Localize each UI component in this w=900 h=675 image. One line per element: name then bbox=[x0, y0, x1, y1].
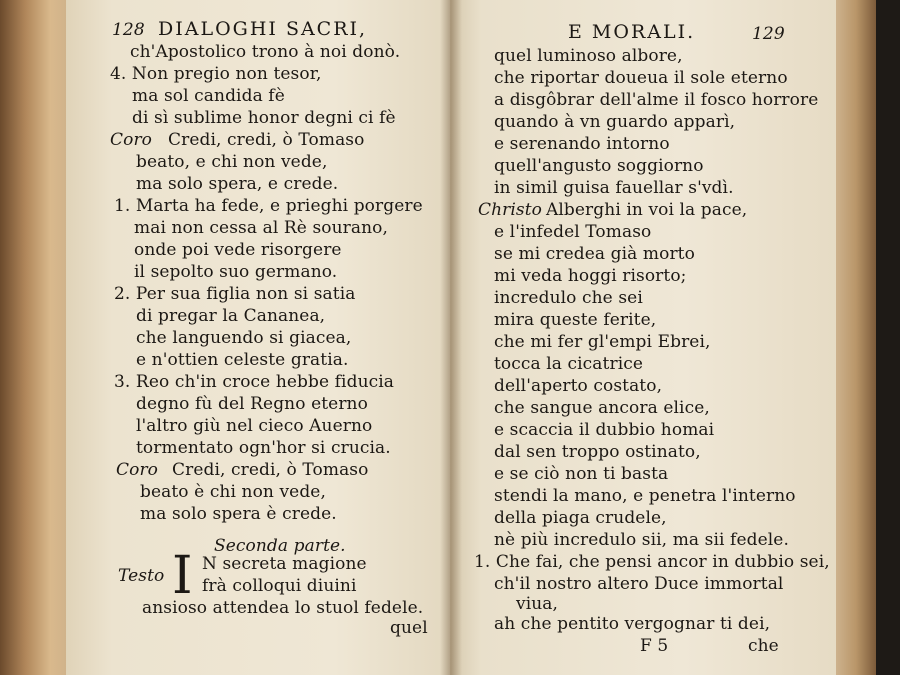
text-line: beato è chi non vede, bbox=[140, 482, 326, 502]
text-line: onde poi vede risorgere bbox=[134, 240, 342, 260]
text-line: ma sol candida fè bbox=[132, 86, 285, 106]
text-line: di pregar la Cananea, bbox=[136, 306, 326, 326]
text-line: stendi la mano, e penetra l'interno bbox=[494, 486, 796, 506]
text-line: Credi, credi, ò Tomaso bbox=[168, 130, 365, 150]
text-line: dal sen troppo ostinato, bbox=[494, 442, 701, 462]
text-line: ah che pentito vergognar ti dei, bbox=[494, 614, 771, 634]
text-line: a disgôbrar dell'alme il fosco horrore bbox=[494, 90, 819, 110]
right-page-edges bbox=[836, 0, 876, 675]
text-line: tocca la cicatrice bbox=[494, 354, 644, 374]
catchword: quel bbox=[390, 618, 428, 638]
right-page-number: 129 bbox=[752, 24, 785, 44]
text-line: e l'infedel Tomaso bbox=[494, 222, 652, 242]
text-line: ch'il nostro altero Duce immortal bbox=[494, 574, 784, 594]
drop-capital: I bbox=[172, 546, 193, 606]
text-line: e n'ottien celeste gratia. bbox=[136, 350, 349, 370]
text-line: 4. Non pregio non tesor, bbox=[110, 64, 322, 84]
text-line: e scaccia il dubbio homai bbox=[494, 420, 715, 440]
text-line: di sì sublime honor degni ci fè bbox=[132, 108, 396, 128]
text-line: ansioso attendea lo stuol fedele. bbox=[142, 598, 424, 618]
text-line: ma solo spera è crede. bbox=[140, 504, 337, 524]
left-page-number: 128 bbox=[112, 20, 145, 40]
signature-mark: F 5 bbox=[640, 636, 669, 656]
text-line: il sepolto suo germano. bbox=[134, 262, 338, 282]
text-line: che riportar doueua il sole eterno bbox=[494, 68, 788, 88]
text-line: beato, e chi non vede, bbox=[136, 152, 328, 172]
text-line: ma solo spera, e crede. bbox=[136, 174, 339, 194]
text-line: nè più incredulo sii, ma sii fedele. bbox=[494, 530, 789, 550]
text-line: quel luminoso albore, bbox=[494, 46, 683, 66]
text-line: l'altro giù nel cieco Auerno bbox=[136, 416, 373, 436]
text-line: viua, bbox=[516, 594, 559, 614]
text-line: della piaga crudele, bbox=[494, 508, 667, 528]
gutter-shadow bbox=[440, 0, 462, 675]
background-strip bbox=[876, 0, 900, 675]
text-line: se mi credea già morto bbox=[494, 244, 695, 264]
text-line: frà colloqui diuini bbox=[202, 576, 357, 596]
text-line: quell'angusto soggiorno bbox=[494, 156, 704, 176]
text-line: incredulo che sei bbox=[494, 288, 643, 308]
catchword: che bbox=[748, 636, 779, 656]
text-line: 1. Che fai, che pensi ancor in dubbio sei, bbox=[474, 552, 830, 572]
text-line: mi veda hoggi risorto; bbox=[494, 266, 687, 286]
text-line: mira queste ferite, bbox=[494, 310, 657, 330]
speaker-label: Testo bbox=[118, 566, 165, 586]
text-line: 1. Marta ha fede, e prieghi porgere bbox=[114, 196, 423, 216]
section-heading: Seconda parte. bbox=[214, 536, 346, 556]
speaker-label: Coro bbox=[110, 130, 153, 150]
text-line: mai non cessa al Rè sourano, bbox=[134, 218, 388, 238]
text-line: 2. Per sua figlia non si satia bbox=[114, 284, 356, 304]
text-line: e serenando intorno bbox=[494, 134, 670, 154]
text-line: che mi fer gl'empi Ebrei, bbox=[494, 332, 711, 352]
left-running-head: DIALOGHI SACRI, bbox=[158, 18, 368, 40]
text-line: N secreta magione bbox=[202, 554, 367, 574]
left-page-edges bbox=[0, 0, 72, 675]
speaker-label: Christo bbox=[478, 200, 543, 220]
text-line: e se ciò non ti basta bbox=[494, 464, 669, 484]
text-line: degno fù del Regno eterno bbox=[136, 394, 368, 414]
text-line: che languendo si giacea, bbox=[136, 328, 352, 348]
text-line: Credi, credi, ò Tomaso bbox=[172, 460, 369, 480]
text-line: tormentato ogn'hor si crucia. bbox=[136, 438, 391, 458]
text-line: che sangue ancora elice, bbox=[494, 398, 710, 418]
text-line: in simil guisa fauellar s'vdì. bbox=[494, 178, 734, 198]
text-line: Alberghi in voi la pace, bbox=[546, 200, 748, 220]
right-running-head: E MORALI. bbox=[568, 21, 696, 43]
text-line: ch'Apostolico trono à noi donò. bbox=[130, 42, 401, 62]
text-line: quando à vn guardo apparì, bbox=[494, 112, 736, 132]
text-line: dell'aperto costato, bbox=[494, 376, 663, 396]
text-line: 3. Reo ch'in croce hebbe fiducia bbox=[114, 372, 395, 392]
speaker-label: Coro bbox=[116, 460, 159, 480]
